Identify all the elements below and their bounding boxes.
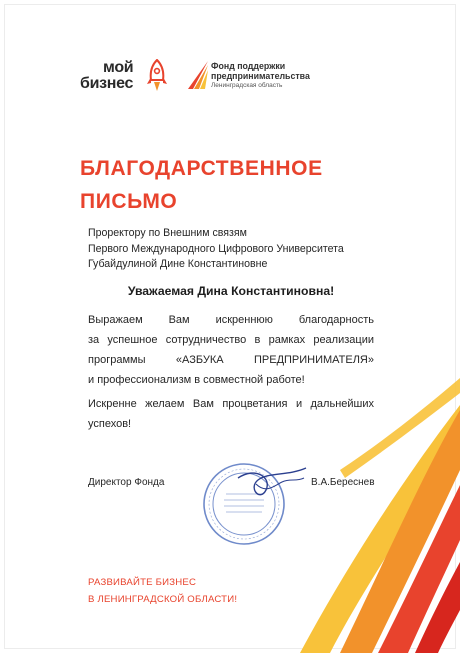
fund-logo [186,60,336,96]
body-line: Выражаем Вам искреннюю благодарность [88,314,374,326]
body-line: за успешное сотрудничество в рамках реализации [88,334,374,346]
fund-name-line1: Фонд поддержки [211,61,286,71]
body-line: программы «АЗБУКА ПРЕДПРИНИМАТЕЛЯ» [88,354,374,366]
signer-name: В.А.Береснев [311,477,375,488]
official-stamp [196,448,316,558]
fund-region: Ленинградская область [211,82,283,89]
slogan [88,574,237,608]
recipient-block [88,226,388,273]
logo-word-moi: мой [103,59,134,76]
body-paragraph-2 [88,394,374,434]
slogan-line-1: РАЗВИВАЙТЕ БИЗНЕС [88,577,197,588]
title-line-1: БЛАГОДАРСТВЕННОЕ [80,157,323,180]
body-line: и профессионализм в совместной работе! [88,374,305,386]
body-paragraph-1 [88,310,374,390]
body-line: Искренне желаем Вам процветания и дальнейших [88,398,374,410]
slogan-line-2: В ЛЕНИНГРАДСКОЙ ОБЛАСТИ! [88,594,238,605]
recipient-line: Губайдулиной Дине Константиновне [88,258,268,270]
letter-title [80,152,380,218]
moi-biznes-logo [80,55,175,105]
title-line-2: ПИСЬМО [80,190,178,213]
rocket-icon [146,59,168,93]
recipient-line: Проректору по Внешним связям [88,227,247,239]
body-line: успехов! [88,418,132,430]
logo-word-biznes: бизнес [80,75,134,92]
fund-name-line2: предпринимательства [211,71,310,81]
recipient-line: Первого Международного Цифрового Университета [88,242,344,255]
wedge-logo-icon [186,60,210,90]
signer-title: Директор Фонда [88,477,165,488]
greeting: Уважаемая Дина Константиновна! [127,284,335,298]
